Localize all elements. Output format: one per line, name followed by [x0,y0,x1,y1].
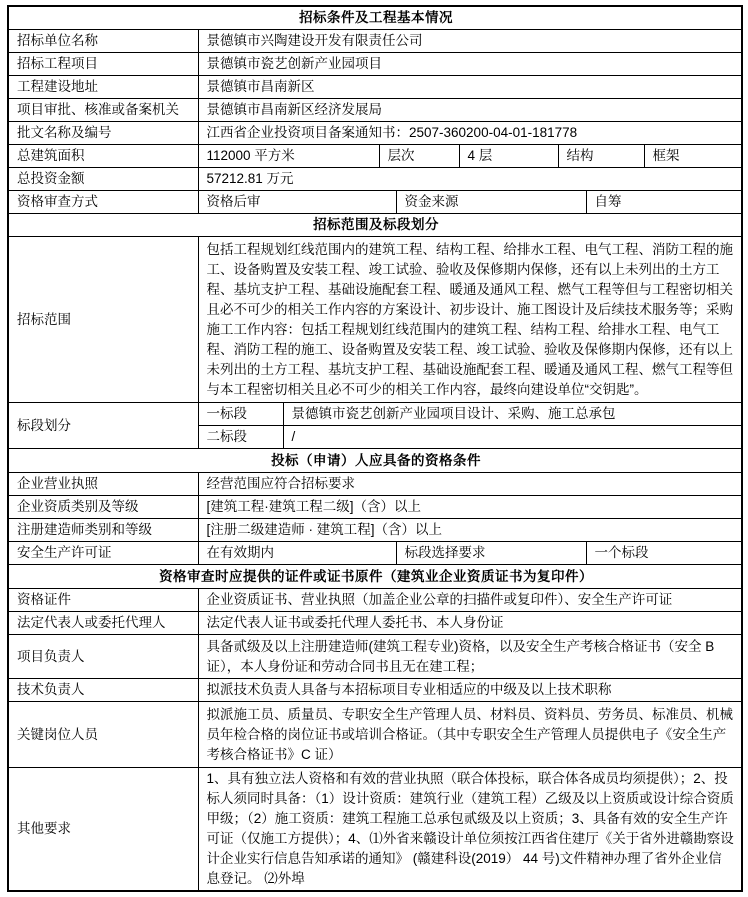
row-approval-document [8,122,742,145]
value-fund-source: 自筹 [586,191,742,214]
row-review-method [8,191,742,214]
value-structure: 框架 [644,145,742,168]
value-lot-2: / [283,426,742,449]
section4-title: 资格审查时应提供的证件或证书原件（建筑业企业资质证书为复印件） [8,565,742,589]
label-review-method: 资格审查方式 [8,191,198,214]
label-structure: 结构 [558,145,644,168]
value-lot-requirement: 一个标段 [586,542,742,565]
row-section3-title [8,449,742,473]
label-technical-director: 技术负责人 [8,679,198,702]
label-tender-scope: 招标范围 [8,237,198,403]
value-technical-director: 拟派技术负责人具备与本招标项目专业相适应的中级及以上技术职称 [198,679,742,702]
label-other-requirements: 其他要求 [8,768,198,892]
row-qualification-grade [8,496,742,519]
row-project-manager [8,635,742,679]
label-lot-requirement: 标段选择要求 [396,542,586,565]
label-building-area: 总建筑面积 [8,145,198,168]
row-safety-license [8,542,742,565]
section3-title: 投标（申请）人应具备的资格条件 [8,449,742,473]
label-lot-1: 一标段 [198,403,283,426]
row-section1-title [8,6,742,30]
row-section2-title [8,214,742,237]
value-tender-project: 景德镇市瓷艺创新产业园项目 [198,53,742,76]
label-fund-source: 资金来源 [396,191,586,214]
value-building-area: 112000 平方米 [198,145,379,168]
value-registered-builder: [注册二级建造师 · 建筑工程]（含）以上 [198,519,742,542]
row-approval-authority [8,99,742,122]
row-total-investment [8,168,742,191]
label-total-investment: 总投资金额 [8,168,198,191]
label-business-license: 企业营业执照 [8,473,198,496]
value-approval-authority: 景德镇市昌南新区经济发展局 [198,99,742,122]
value-legal-representative: 法定代表人证书或委托代理人委托书、本人身份证 [198,612,742,635]
label-legal-representative: 法定代表人或委托代理人 [8,612,198,635]
row-technical-director [8,679,742,702]
value-project-address: 景德镇市昌南新区 [198,76,742,99]
value-floors: 4 层 [459,145,558,168]
row-building-area [8,145,742,168]
tender-info-table [7,5,743,892]
row-registered-builder [8,519,742,542]
value-lot-1: 景德镇市瓷艺创新产业园项目设计、采购、施工总承包 [283,403,742,426]
row-other-requirements [8,768,742,892]
value-safety-license: 在有效期内 [198,542,396,565]
label-project-manager: 项目负责人 [8,635,198,679]
value-project-manager: 具备贰级及以上注册建造师(建筑工程专业)资格，以及安全生产考核合格证书（安全 B 证），本人身份证和劳动合同书且无在建工程； [198,635,742,679]
row-section4-title [8,565,742,589]
value-qualification-grade: [建筑工程·建筑工程二级]（含）以上 [198,496,742,519]
value-total-investment: 57212.81 万元 [198,168,742,191]
label-lot-2: 二标段 [198,426,283,449]
row-tender-scope [8,237,742,403]
row-lot-1 [8,403,742,426]
row-tender-unit [8,30,742,53]
value-tender-unit: 景德镇市兴陶建设开发有限责任公司 [198,30,742,53]
label-lot-division: 标段划分 [8,403,198,449]
section2-title: 招标范围及标段划分 [8,214,742,237]
label-approval-authority: 项目审批、核准或备案机关 [8,99,198,122]
label-key-staff: 关键岗位人员 [8,702,198,768]
label-approval-document: 批文名称及编号 [8,122,198,145]
row-tender-project [8,53,742,76]
label-project-address: 工程建设地址 [8,76,198,99]
label-safety-license: 安全生产许可证 [8,542,198,565]
label-registered-builder: 注册建造师类别和等级 [8,519,198,542]
value-tender-scope: 包括工程规划红线范围内的建筑工程、结构工程、给排水工程、电气工程、消防工程的施工、设备购置及安装工程、竣工试验、验收及保修期内保修，还有以上未列出的土方工程、基坑支护工程、基础设施配套工程、暖通及通风工程、燃气工程等但与工程密切相关且必不可少的相关工作内容的方案设计、初步设计、施工图设计及后续技术服务等；采购施工工作内容：包括工程规划红线范围内的建筑工程、结构工程、给排水工程、电气工程、消防工程的施工、设备购置及安装工程、竣工试验、验收及保修期内保修，还有以上未列出的土方工程、基坑支护工程、基础设施配套工程、暖通及通风工程、燃气工程等但与本工程密切相关且必不可少的相关工作内容，最终向建设单位“交钥匙”。 [198,237,742,403]
value-key-staff: 拟派施工员、质量员、专职安全生产管理人员、材料员、资料员、劳务员、标准员、机械员年检合格的岗位证书或培训合格证。（其中专职安全生产管理人员提供电子《安全生产考核合格证书》C 证） [198,702,742,768]
value-approval-document: 江西省企业投资项目备案通知书：2507-360200-04-01-181778 [198,122,742,145]
row-qualification-certificates [8,589,742,612]
value-business-license: 经营范围应符合招标要求 [198,473,742,496]
row-legal-representative [8,612,742,635]
value-qualification-certificates: 企业资质证书、营业执照（加盖企业公章的扫描件或复印件）、安全生产许可证 [198,589,742,612]
value-review-method: 资格后审 [198,191,396,214]
row-project-address [8,76,742,99]
row-business-license [8,473,742,496]
row-key-staff [8,702,742,768]
label-qualification-certificates: 资格证件 [8,589,198,612]
value-other-requirements: 1、具有独立法人资格和有效的营业执照（联合体投标，联合体各成员均须提供）；2、投标人须同时具备：（1）设计资质：建筑行业（建筑工程）乙级及以上资质或设计综合资质甲级；（2）施工资质：建筑工程施工总承包贰级及以上资质；3、具备有效的安全生产许可证（仅施工方提供）；4、⑴外省来赣设计单位须按江西省住建厅《关于省外进赣勘察设计企业实行信息告知承诺的通知》 (赣建科设(2019） 44 号)文件精神办理了省外企业信息登记。 ⑵外埠 [198,768,742,892]
label-floors: 层次 [379,145,459,168]
section1-title: 招标条件及工程基本情况 [8,6,742,30]
label-qualification-grade: 企业资质类别及等级 [8,496,198,519]
label-tender-project: 招标工程项目 [8,53,198,76]
label-tender-unit: 招标单位名称 [8,30,198,53]
